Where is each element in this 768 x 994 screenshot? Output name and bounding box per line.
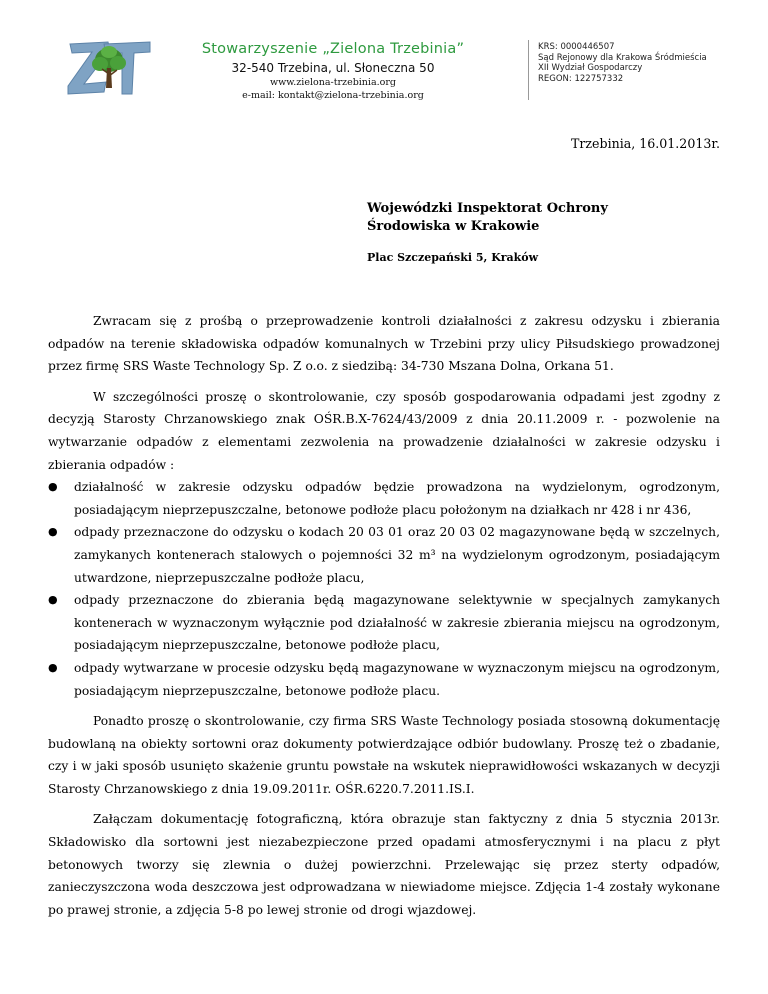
registry-info [538,42,707,84]
registry-court: Sąd Rejonowy dla Krakowa Śródmieścia [538,52,707,63]
recipient-line-1: Wojewódzki Inspektorat Ochrony [367,201,608,216]
org-address: 32-540 Trzebina, ul. Słoneczna 50 [231,61,435,75]
registry-regon: REGON: 122757332 [538,73,624,84]
list-item [48,589,720,657]
letter-date: Trzebinia, 16.01.2013r. [571,136,720,151]
list-item-text: odpady przeznaczone do zbierania będą magazynowane selektywnie w specjalnych zamykanych kontenerach w wyznaczonym wyłącznie pod działalność w zakresie zbierania miejscu na ogrodzonym, posiadającym nieprzepuszczalne, betonowe podłoże placu, [74,593,720,653]
recipient [367,200,608,236]
paragraph-details: W szczególności proszę o skontrolowanie, czy sposób gospodarowania odpadami jest zgodny z decyzją Starosty Chrzanowskiego znak OŚR.B.X-7624/43/2009 z dnia 20.11.2009 r. - pozwolenie na wytwarzanie odpadów z elementami zezwolenia na prowadzenie działalności w zakresie odzysku i zbierania odpadów : [48,389,720,472]
paragraph-attachment: Załączam dokumentację fotograficzną, która obrazuje stan faktyczny z dnia 5 stycznia 2013r. Składowisko dla sortowni jest niezabezpieczone przed opadami atmosferycznymi i na placu z płyt betonowych tworzy się zlewnia o dużej powierzchni. Przelewając się przez sterty odpadów, zanieczyszczona woda deszczowa jest odprowadzana w niewiadome miejsce. Zdjęcia 1-4 zostały wykonane po prawej stronie, a zdjęcia 5-8 po lewej stronie od drogi wjazdowej. [48,812,720,917]
zt-tree-logo-icon [64,38,154,96]
bullet-icon: ● [48,660,58,674]
list-item-text: działalność w zakresie odzysku odpadów będzie prowadzona na wydzielonym, ogrodzonym, posiadającym nieprzepuszczalne, betonowe podłoże placu położonym na działkach nr 428 i nr 436, [74,480,720,517]
list-item [48,657,720,702]
paragraph-request: Zwracam się z prośbą o przeprowadzenie kontroli działalności z zakresu odzysku i zbierania odpadów na terenie składowiska odpadów komunalnych w Trzebini przy ulicy Piłsudskiego prowadzonej przez firmę SRS Waste Technology Sp. Z o.o. z siedzibą: 34-730 Mszana Dolna, Orkana 51. [48,314,720,374]
letter-body [48,310,720,929]
org-email: e-mail: kontakt@zielona-trzebinia.org [242,89,424,101]
bullet-icon: ● [48,593,58,607]
registry-department: XII Wydział Gospodarczy [538,63,643,74]
registry-krs: KRS: 0000446507 [538,42,615,52]
recipient-address: Plac Szczepański 5, Kraków [367,251,539,264]
list-item [48,521,720,589]
org-name: Stowarzyszenie „Zielona Trzebinia” [201,41,465,57]
bullet-icon: ● [48,480,58,494]
list-item-text: odpady przeznaczone do odzysku o kodach 20 03 01 oraz 20 03 02 magazynowane będą w szczelnych, zamykanych kontenerach stalowych o pojemności 32 m³ na wydzielonym ogrodzonym, posiadającym utwardzone, nieprzepuszczalne podłoże placu, [74,525,720,585]
org-website: www.zielona-trzebinia.org [270,77,396,88]
org-info [168,40,498,102]
conditions-list [48,476,720,702]
header-divider [528,40,529,100]
bullet-icon: ● [48,525,58,539]
recipient-line-2: Środowiska w Krakowie [367,219,540,234]
list-item [48,476,720,521]
paragraph-documentation: Ponadto proszę o skontrolowanie, czy firma SRS Waste Technology posiada stosowną dokumentację budowlaną na obiekty sortowni oraz dokumenty potwierdzające odbiór budowlany. Proszę też o zbadanie, czy i w jaki sposób usunięto skażenie gruntu powstałe na wskutek nieprawidłowości wskazanych w decyzji Starosty Chrzanowskiego z dnia 19.09.2011r. OŚR.6220.7.2011.IS.I. [48,714,720,796]
list-item-text: odpady wytwarzane w procesie odzysku będą magazynowane w wyznaczonym miejscu na ogrodzonym, posiadającym nieprzepuszczalne, betonowe podłoże placu. [74,660,720,698]
